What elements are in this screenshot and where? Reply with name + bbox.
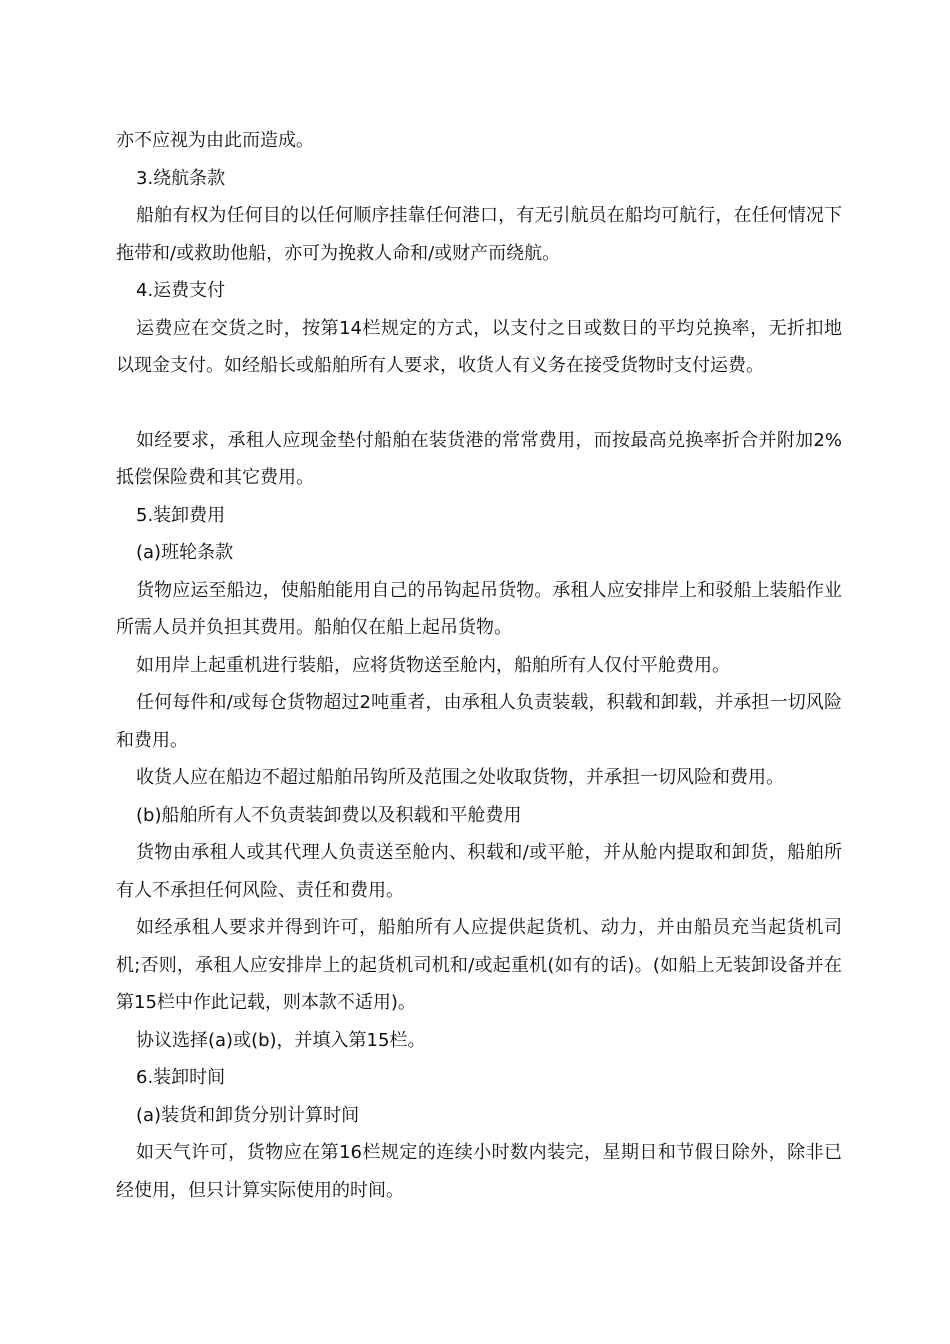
- heading-laytime: 6.装卸时间: [136, 1067, 226, 1088]
- paragraph-freight-payment: 运费应在交货之时，按第14栏规定的方式，以支付之日或数日的平均兑换率，无折扣地以现金支付。如经船长或船舶所有人要求，收货人有义务在接受货物时支付运费。: [116, 317, 842, 376]
- heading-deviation-clause: 3.绕航条款: [136, 167, 226, 189]
- paragraph-liner-terms-1: 货物应运至船边，使船舶能用自己的吊钩起吊货物。承租人应安排岸上和驳船上装船作业所需人员并负担其费用。船舶仅在船上起吊货物。: [116, 579, 842, 638]
- paragraph-free-in-out-2: 如经承租人要求并得到许可，船舶所有人应提供起货机、动力，并由船员充当起货机司机;否则，承租人应安排岸上的起货机司机和/或起重机(如有的话)。(如船上无装卸设备并在第15栏中作此记载，则本款不适用)。: [116, 917, 842, 1013]
- paragraph-liner-terms-2: 如用岸上起重机进行装船，应将货物送至舱内，船舶所有人仅付平舱费用。: [136, 654, 730, 676]
- paragraph-advance-expenses: 如经要求，承租人应现金垫付船舶在装货港的常常费用，而按最高兑换率折合并附加2%抵偿保险费和其它费用。: [116, 429, 842, 488]
- paragraph-continuation: 亦不应视为由此而造成。: [116, 130, 314, 151]
- subheading-separate-laytime: (a)装货和卸货分别计算时间: [136, 1104, 360, 1126]
- subheading-free-in-out: (b)船舶所有人不负责装卸费以及积载和平舱费用: [136, 804, 522, 826]
- paragraph-liner-terms-3: 任何每件和/或每仓货物超过2吨重者，由承租人负责装载，积载和卸载，并承担一切风险和费用。: [116, 692, 842, 751]
- paragraph-deviation-text: 船舶有权为任何目的以任何顺序挂靠任何港口，有无引航员在船均可航行，在任何情况下拖带和/或救助他船，亦可为挽救人命和/或财产而绕航。: [116, 205, 842, 264]
- subheading-liner-terms: (a)班轮条款: [136, 542, 234, 563]
- paragraph-free-in-out-1: 货物由承租人或其代理人负责送至舱内、积载和/或平舱，并从舱内提取和卸货，船舶所有人不承担任何风险、责任和费用。: [116, 842, 842, 901]
- document-body: [116, 122, 842, 1209]
- heading-loading-discharging-costs: 5.装卸费用: [136, 504, 226, 526]
- heading-freight-payment: 4.运费支付: [136, 280, 226, 301]
- paragraph-option-selection: 协议选择(a)或(b)，并填入第15栏。: [136, 1029, 426, 1051]
- paragraph-liner-terms-4: 收货人应在船边不超过船舶吊钩所及范围之处收取货物，并承担一切风险和费用。: [136, 767, 784, 788]
- paragraph-separate-laytime: 如天气许可，货物应在第16栏规定的连续小时数内装完，星期日和节假日除外，除非已经使用，但只计算实际使用的时间。: [116, 1142, 842, 1201]
